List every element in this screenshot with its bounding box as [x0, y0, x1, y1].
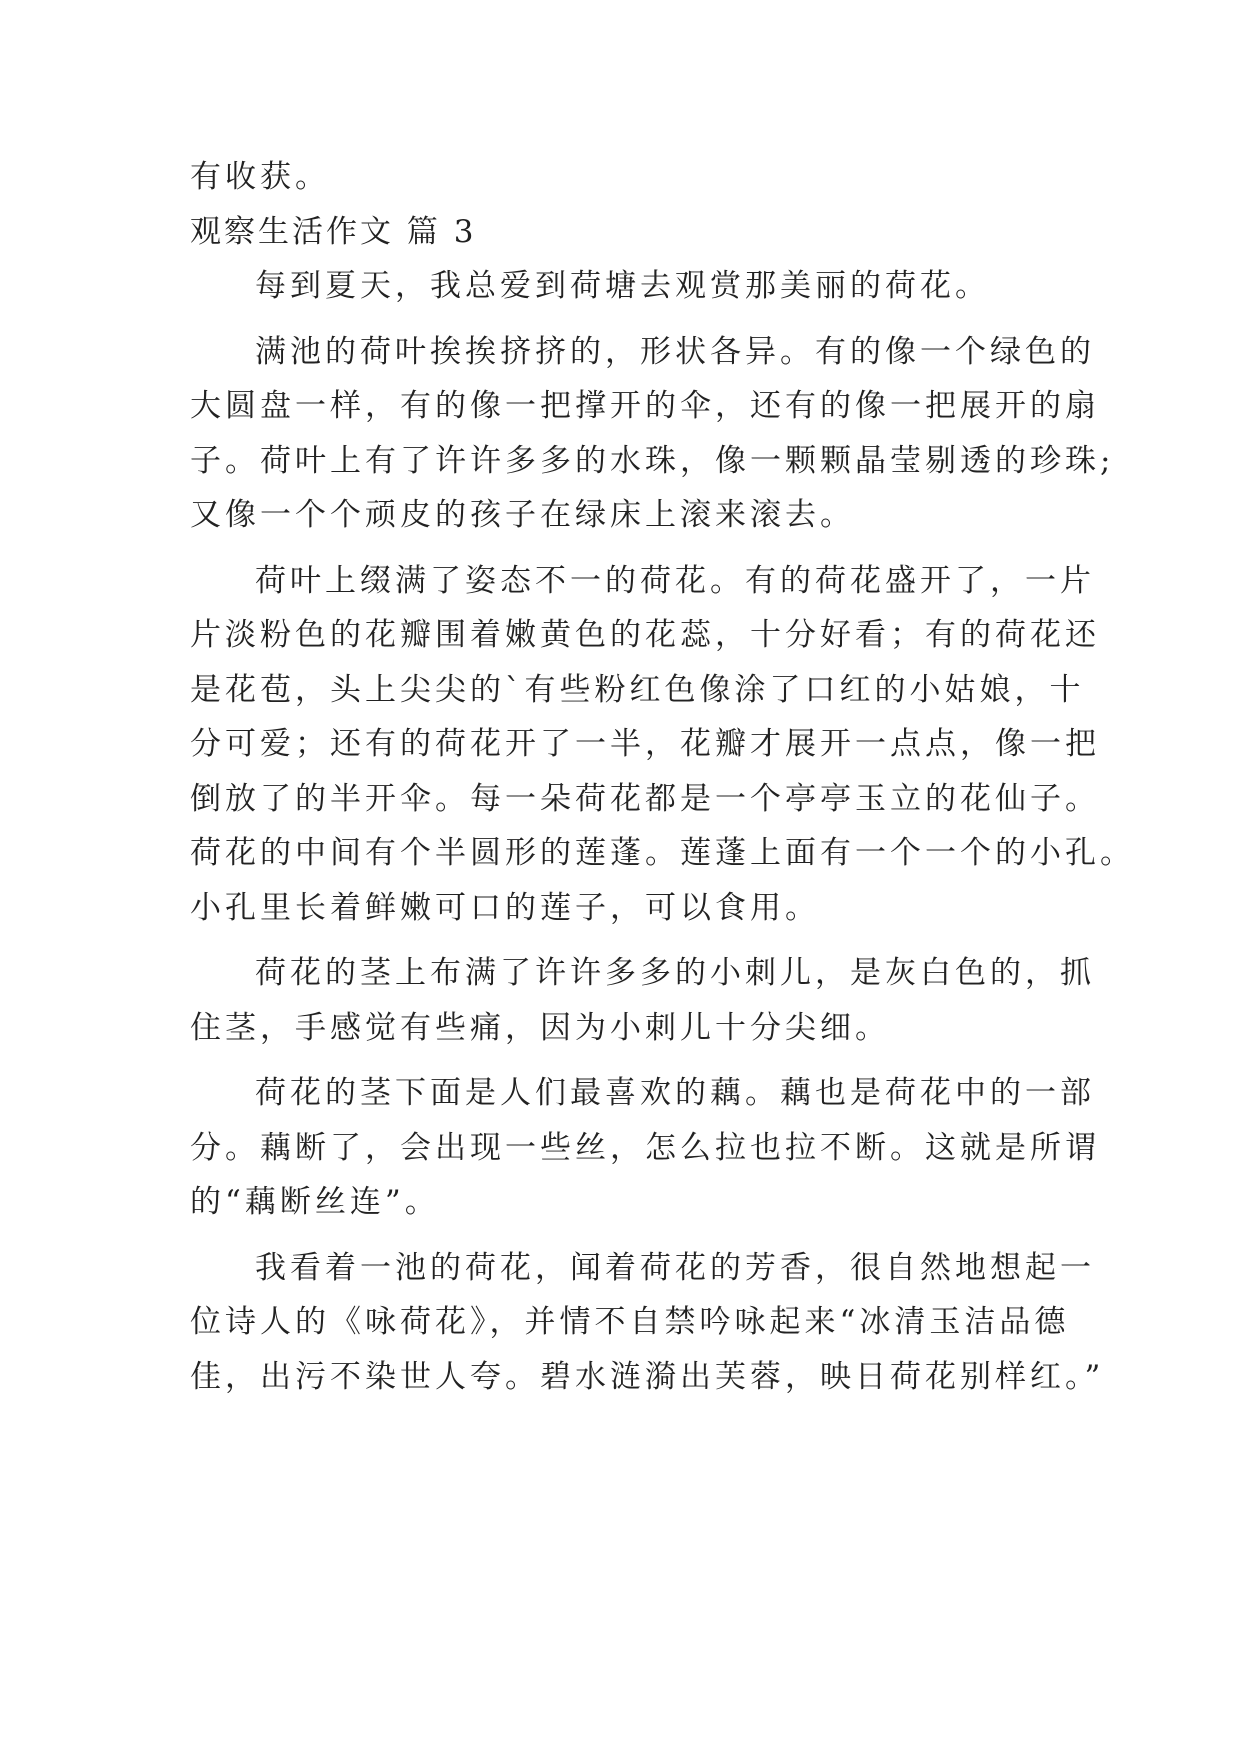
paragraph-1 — [190, 259, 1060, 314]
paragraph-line: 子。荷叶上有了许许多多的水珠，像一颗颗晶莹剔透的珍珠; — [190, 442, 1115, 479]
paragraph-line: 佳，出污不染世人夸。碧水涟漪出芙蓉，映日荷花别样红。” — [190, 1358, 1105, 1395]
paragraph-line: 分可爱；还有的荷花开了一半，花瓣才展开一点点，像一把 — [190, 726, 1100, 762]
paragraph-line: 住茎，手感觉有些痛，因为小刺儿十分尖细。 — [190, 1009, 890, 1046]
carryover-line: 有收获。 — [190, 159, 330, 195]
paragraph-line: 的“藕断丝连”。 — [190, 1184, 440, 1220]
section-heading: 观察生活作文 篇 3 — [190, 213, 477, 250]
paragraph-line: 位诗人的《咏荷花》，并情不自禁吟咏起来“冰清玉洁品德 — [190, 1304, 1070, 1340]
paragraph-line: 分。藕断了，会出现一些丝，怎么拉也拉不断。这就是所谓 — [190, 1129, 1100, 1166]
paragraph-line: 荷花的中间有个半圆形的莲蓬。莲蓬上面有一个一个的小孔。 — [190, 835, 1135, 871]
paragraph-line: 荷花的茎下面是人们最喜欢的藕。藕也是荷花中的一部 — [255, 1075, 1095, 1111]
paragraph-4 — [190, 946, 1095, 1055]
paragraph-line: 是花苞，头上尖尖的`有些粉红色像涂了口红的小姑娘，十 — [190, 671, 1085, 708]
paragraph-line: 小孔里长着鲜嫩可口的莲子，可以食用。 — [190, 889, 820, 926]
paragraph-line: 又像一个个顽皮的孩子在绿床上滚来滚去。 — [190, 497, 855, 533]
paragraph-line: 倒放了的半开伞。每一朵荷花都是一个亭亭玉立的花仙子。 — [190, 780, 1100, 817]
paragraph-line: 我看着一池的荷花，闻着荷花的芳香，很自然地想起一 — [255, 1249, 1095, 1286]
document-page — [190, 150, 1135, 1404]
paragraph-line: 满池的荷叶挨挨挤挤的，形状各异。有的像一个绿色的 — [255, 333, 1095, 370]
paragraph-line: 大圆盘一样，有的像一把撑开的伞，还有的像一把展开的扇 — [190, 388, 1100, 424]
paragraph-line: 荷叶上缀满了姿态不一的荷花。有的荷花盛开了，一片 — [255, 562, 1095, 599]
paragraph-2 — [190, 325, 1115, 543]
paragraph-line: 每到夏天，我总爱到荷塘去观赏那美丽的荷花。 — [255, 268, 990, 304]
paragraph-line: 荷花的茎上布满了许许多多的小刺儿，是灰白色的，抓 — [255, 955, 1095, 991]
paragraph-6 — [190, 1241, 1105, 1405]
paragraph-line: 片淡粉色的花瓣围着嫩黄色的花蕊，十分好看；有的荷花还 — [190, 617, 1100, 653]
paragraph-5 — [190, 1066, 1100, 1230]
paragraph-3 — [190, 554, 1135, 936]
